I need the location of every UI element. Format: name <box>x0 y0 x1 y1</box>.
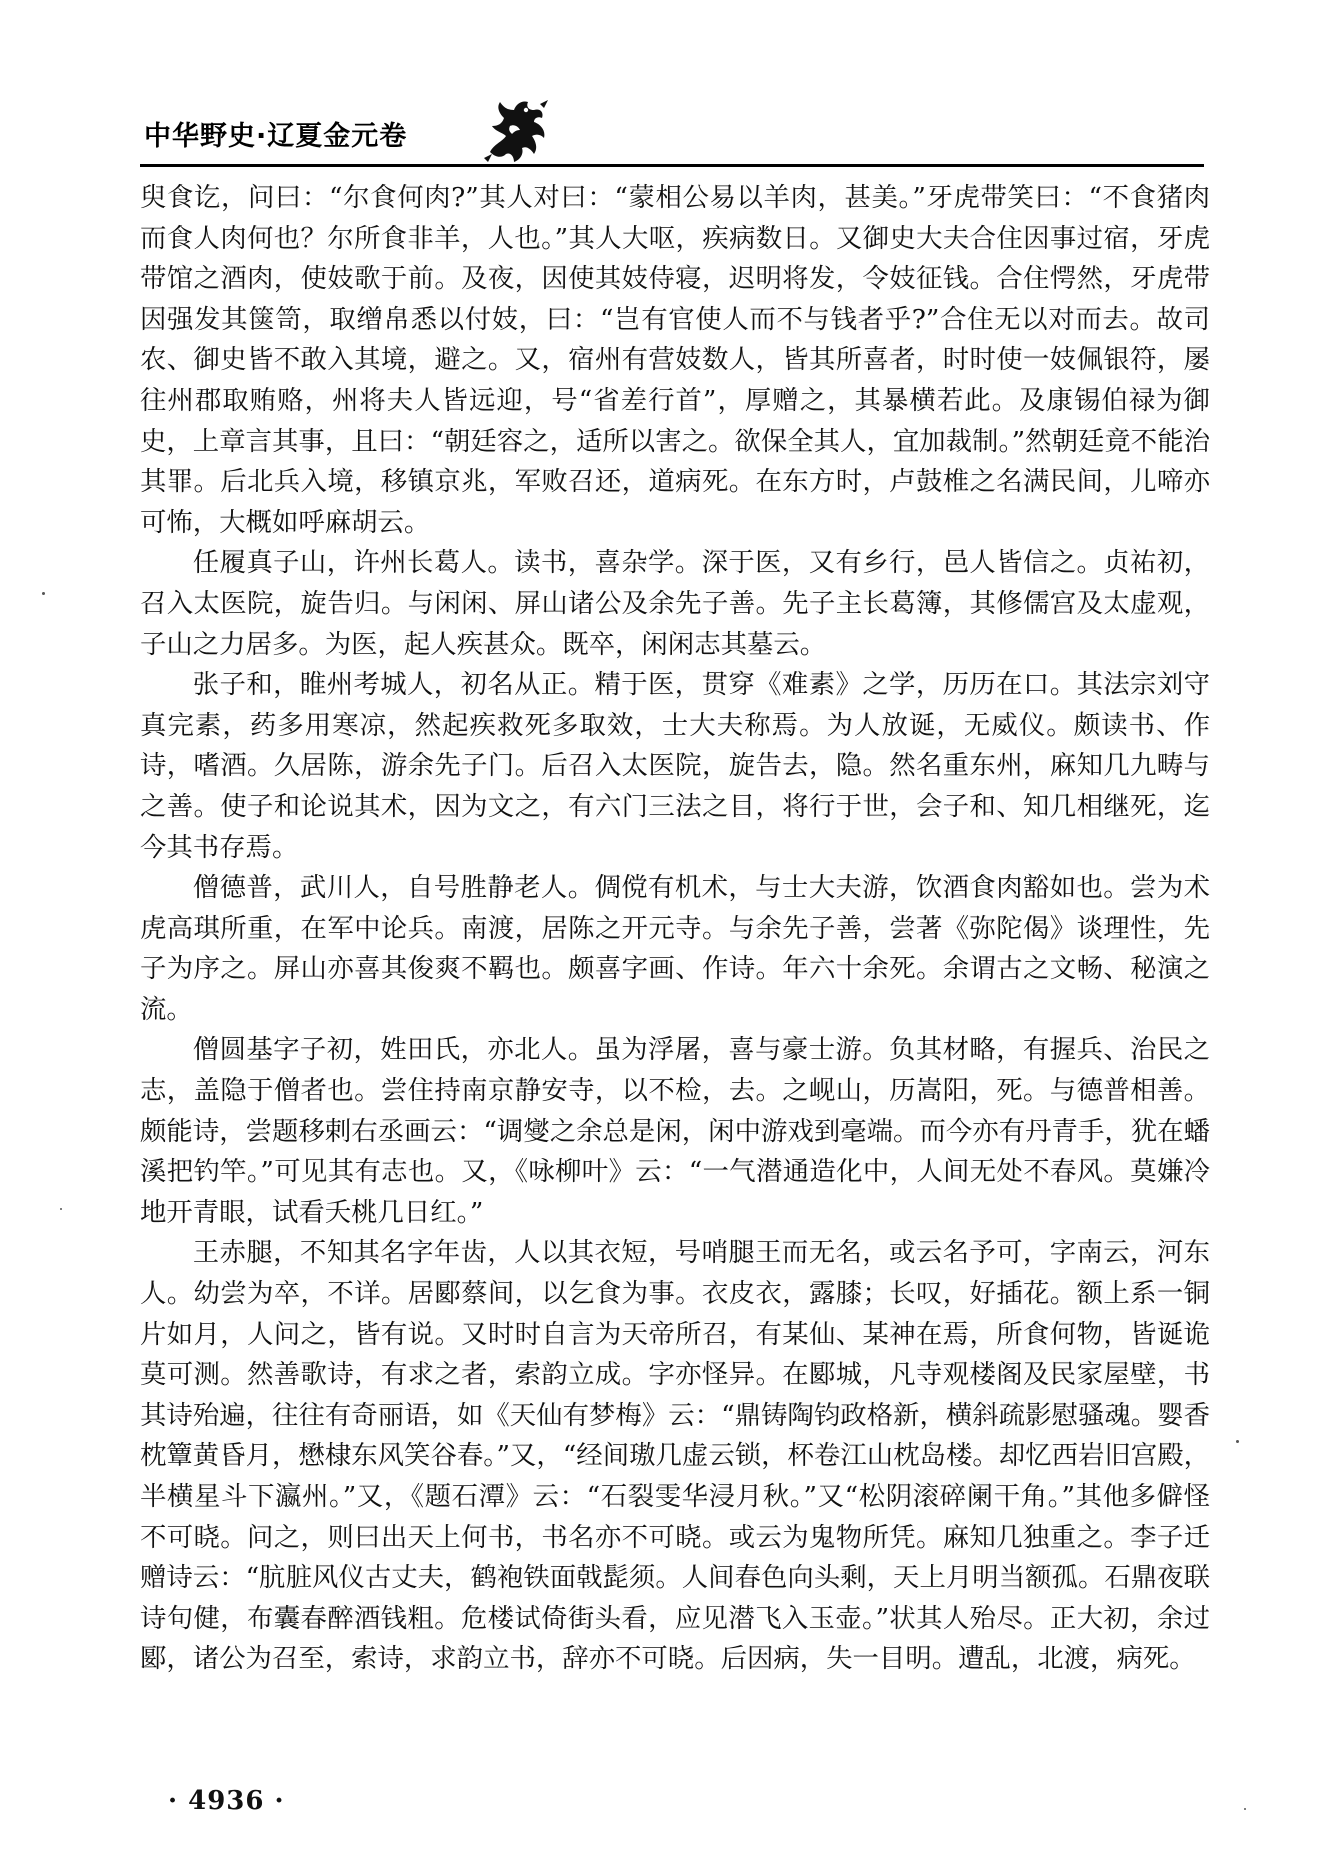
paragraph-seng-yuanji: 僧圆基字子初，姓田氏，亦北人。虽为浮屠，喜与豪士游。负其材略，有握兵、治民之志，盖隐于僧者也。尝住持南京静安寺，以不检，去。之岘山，历嵩阳，死。与德普相善。颇能诗，尝题移剌右丞画云：“调燮之余总是闲，闲中游戏到毫端。而今亦有丹青手，犹在蟠溪把钓竿。”可见其有志也。又，《咏柳叶》云：“一气潜通造化中，人间无处不春风。莫嫌冷地开青眼，试看夭桃几日红。” <box>140 1034 1210 1228</box>
paragraph-zhang-zihe: 张子和，睢州考城人，初名从正。精于医，贯穿《难素》之学，历历在口。其法宗刘守真完素，药多用寒凉，然起疾救死多取效，士大夫称焉。为人放诞，无威仪。颇读书、作诗，嗜酒。久居陈，游余先子门。后召入太医院，旋告去，隐。然名重东州，麻知几九畴与之善。使子和论说其术，因为文之，有六门三法之目，将行于世，会子和、知几相继死，迄今其书存焉。 <box>140 669 1210 863</box>
paragraph-ren-lvzhen: 任履真子山，许州长葛人。读书，喜杂学。深于医，又有乡行，邑人皆信之。贞祐初，召入太医院，旋告归。与闲闲、屏山诸公及余先子善。先子主长葛簿，其修儒宫及太虚观，子山之力居多。为医，起人疾甚众。既卒，闲闲志其墓云。 <box>140 547 1210 660</box>
paragraph-wang-chitui: 王赤腿，不知其名字年齿，人以其衣短，号哨腿王而无名，或云名予可，字南云，河东人。幼尝为卒，不详。居郾蔡间，以乞食为事。衣皮衣，露膝；长叹，好插花。额上系一铜片如月，人问之，皆有说。又时时自言为天帝所召，有某仙、某神在焉，所食何物，皆诞诡莫可测。然善歌诗，有求之者，索韵立成。字亦怪异。在郾城，凡寺观楼阁及民家屋壁，书其诗殆遍，往往有奇丽语，如《天仙有梦梅》云：“鼎铸陶钧政格新，横斜疏影慰骚魂。婴香枕簟黄昏月，懋棣东风笑谷春。”又，“经间璈几虚云锁，杯卷江山枕岛楼。却忆西岩旧宫殿，半横星斗下瀛州。”又，《题石潭》云：“石裂雯华浸月秋。”又“松阴滚碎阑干角。”其他多僻怪不可晓。问之，则曰出天上何书，书名亦不可晓。或云为鬼物所凭。麻知几独重之。李子迁赠诗云：“肮脏风仪古丈夫，鹤袍铁面戟髭须。人间春色向头剩，天上月明当额孤。石鼎夜联诗句健，布囊春醉酒钱粗。危楼试倚街头看，应见潜飞入玉壶。”状其人殆尽。正大初，余过郾，诸公为召至，索诗，求韵立书，辞亦不可晓。后因病，失一目明。遭乱，北渡，病死。 <box>140 1237 1210 1675</box>
paragraph-continued: 臾食讫，问曰：“尔食何肉?”其人对曰：“蒙相公易以羊肉，甚美。”牙虎带笑曰：“不食猪肉而食人肉何也？尔所食非羊，人也。”其人大呕，疾病数日。又御史大夫合住因事过宿，牙虎带馆之酒肉，使妓歌于前。及夜，因使其妓侍寝，迟明将发，令妓征钱。合住愕然，牙虎带因强发其箧笥，取缯帛悉以付妓，曰：“岂有官使人而不与钱者乎?”合住无以对而去。故司农、御史皆不敢入其境，避之。又，宿州有营妓数人，皆其所喜者，时时使一妓佩银符，屡往州郡取贿赂，州将夫人皆远迎，号“省差行首”，厚赠之，其暴横若此。及康锡伯禄为御史，上章言其事，且曰：“朝廷容之，适所以害之。欲保全其人，宜加裁制。”然朝廷竟不能治其罪。后北兵入境，移镇京兆，军败召还，道病死。在东方时，卢鼓椎之名满民间，儿啼亦可怖，大概如呼麻胡云。 <box>140 182 1210 538</box>
running-header <box>140 108 1200 168</box>
scan-speck <box>1244 1808 1246 1810</box>
scan-speck <box>60 1208 62 1210</box>
scan-speck <box>42 592 45 595</box>
page-number: · 4936 · <box>168 1786 285 1816</box>
paragraph-seng-depu: 僧德普，武川人，自号胜静老人。倜傥有机术，与士大夫游，饮酒食肉豁如也。尝为术虎高琪所重，在军中论兵。南渡，居陈之开元寺。与余先子善，尝著《弥陀偈》谈理性，先子为序之。屏山亦喜其俊爽不羁也。颇喜字画、作诗。年六十余死。余谓古之文畅、秘演之流。 <box>140 872 1210 1025</box>
header-title: 中华野史·辽夏金元卷 <box>144 121 408 152</box>
body-text <box>140 178 1210 1680</box>
scan-speck <box>1236 1440 1239 1443</box>
header-rule <box>140 164 1204 167</box>
dragon-icon <box>480 96 554 166</box>
